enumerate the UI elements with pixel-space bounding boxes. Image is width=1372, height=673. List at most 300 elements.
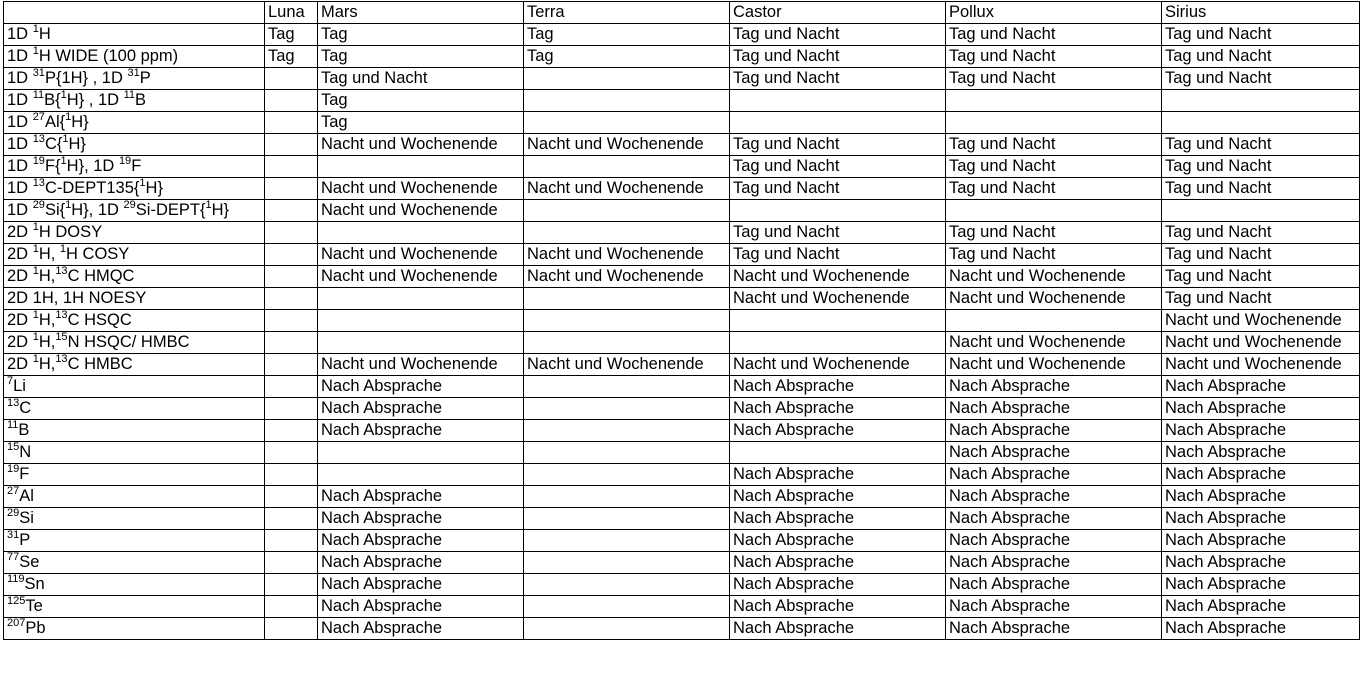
row-label — [4, 354, 265, 376]
table-cell — [524, 420, 730, 442]
label-text: 1D — [7, 113, 33, 131]
table-cell: Nacht und Wochenende — [318, 354, 524, 376]
schedule-table — [3, 1, 1360, 640]
table-cell — [524, 530, 730, 552]
table-body — [4, 24, 1360, 640]
isotope-superscript: 29 — [123, 199, 136, 211]
table-cell: Nacht und Wochenende — [524, 266, 730, 288]
table-cell — [524, 376, 730, 398]
table-row — [4, 200, 1360, 222]
isotope-superscript: 29 — [7, 507, 20, 519]
table-row — [4, 596, 1360, 618]
label-text: H} , 1D — [66, 91, 124, 109]
label-text: 2D — [7, 355, 33, 373]
isotope-superscript: 1 — [32, 23, 39, 35]
label-text: B — [135, 91, 147, 109]
table-cell — [265, 398, 318, 420]
table-cell — [318, 464, 524, 486]
table-row — [4, 46, 1360, 68]
table-cell: Nach Absprache — [730, 420, 946, 442]
table-cell: Nach Absprache — [730, 574, 946, 596]
table-row — [4, 24, 1360, 46]
table-cell: Nach Absprache — [1162, 618, 1360, 640]
row-label — [4, 508, 265, 530]
label-text: 2D 1H, 1H NOESY — [7, 289, 147, 307]
table-cell: Nacht und Wochenende — [318, 244, 524, 266]
label-text: Si-DEPT{ — [135, 201, 206, 219]
isotope-superscript: 31 — [7, 529, 20, 541]
table-cell — [730, 442, 946, 464]
table-row — [4, 288, 1360, 310]
table-cell: Tag — [265, 46, 318, 68]
header-row — [4, 2, 1360, 24]
label-text: H WIDE (100 ppm) — [38, 47, 179, 65]
table-cell: Nach Absprache — [318, 596, 524, 618]
header-cell-mars: Mars — [318, 2, 524, 24]
table-cell — [318, 442, 524, 464]
table-cell — [730, 332, 946, 354]
table-row — [4, 112, 1360, 134]
label-text: 1D — [7, 47, 33, 65]
table-cell — [265, 288, 318, 310]
table-cell: Nach Absprache — [318, 398, 524, 420]
table-cell — [524, 332, 730, 354]
isotope-superscript: 1 — [32, 309, 39, 321]
table-cell: Nach Absprache — [946, 530, 1162, 552]
table-cell — [730, 112, 946, 134]
table-cell — [265, 68, 318, 90]
label-text: 2D — [7, 245, 33, 263]
table-cell — [265, 618, 318, 640]
isotope-superscript: 1 — [65, 199, 72, 211]
table-cell: Nacht und Wochenende — [1162, 354, 1360, 376]
isotope-superscript: 1 — [65, 111, 72, 123]
row-label — [4, 244, 265, 266]
label-text: H, — [38, 333, 56, 351]
isotope-superscript: 1 — [60, 155, 67, 167]
table-cell: Nach Absprache — [946, 376, 1162, 398]
header-cell-luna: Luna — [265, 2, 318, 24]
table-cell: Tag und Nacht — [1162, 24, 1360, 46]
isotope-superscript: 7 — [7, 375, 14, 387]
table-row — [4, 332, 1360, 354]
table-cell: Nach Absprache — [318, 508, 524, 530]
table-cell — [265, 442, 318, 464]
table-row — [4, 420, 1360, 442]
table-cell: Nach Absprache — [946, 486, 1162, 508]
table-cell: Nach Absprache — [318, 486, 524, 508]
isotope-superscript: 15 — [55, 331, 68, 343]
table-cell: Tag und Nacht — [730, 178, 946, 200]
label-text: H COSY — [66, 245, 130, 263]
row-label — [4, 156, 265, 178]
table-cell: Tag und Nacht — [730, 156, 946, 178]
table-cell — [318, 310, 524, 332]
label-text: Li — [13, 377, 26, 395]
table-row — [4, 398, 1360, 420]
table-cell: Nach Absprache — [730, 398, 946, 420]
table-row — [4, 618, 1360, 640]
table-cell: Tag und Nacht — [1162, 266, 1360, 288]
table-cell: Nach Absprache — [318, 420, 524, 442]
table-cell — [265, 332, 318, 354]
row-label — [4, 530, 265, 552]
table-cell — [524, 442, 730, 464]
table-cell: Tag und Nacht — [730, 244, 946, 266]
table-cell — [265, 178, 318, 200]
table-cell — [265, 310, 318, 332]
table-cell: Tag — [524, 24, 730, 46]
table-row — [4, 552, 1360, 574]
table-cell: Tag und Nacht — [318, 68, 524, 90]
label-text: H} — [145, 179, 163, 197]
label-text: P — [139, 69, 151, 87]
label-text: N — [19, 443, 32, 461]
table-cell — [265, 508, 318, 530]
label-text: C{ — [44, 135, 63, 153]
table-cell: Nacht und Wochenende — [946, 354, 1162, 376]
row-label — [4, 90, 265, 112]
table-cell: Nach Absprache — [318, 618, 524, 640]
label-text: B{ — [44, 91, 61, 109]
row-label — [4, 24, 265, 46]
table-cell — [524, 68, 730, 90]
table-cell: Nach Absprache — [946, 552, 1162, 574]
table-cell — [524, 90, 730, 112]
table-cell — [265, 464, 318, 486]
table-cell: Tag — [318, 46, 524, 68]
isotope-superscript: 119 — [7, 573, 25, 585]
table-cell: Nacht und Wochenende — [1162, 332, 1360, 354]
table-cell — [318, 332, 524, 354]
table-cell — [946, 310, 1162, 332]
table-cell: Nacht und Wochenende — [318, 200, 524, 222]
label-text: H, — [38, 267, 56, 285]
isotope-superscript: 19 — [32, 155, 45, 167]
table-cell: Tag und Nacht — [1162, 46, 1360, 68]
label-text: F{ — [44, 157, 61, 175]
label-text: Si{ — [44, 201, 66, 219]
table-cell: Tag und Nacht — [1162, 68, 1360, 90]
label-text: 1D — [7, 69, 33, 87]
isotope-superscript: 27 — [32, 111, 45, 123]
header-cell-pollux: Pollux — [946, 2, 1162, 24]
table-row — [4, 156, 1360, 178]
row-label — [4, 376, 265, 398]
table-cell — [318, 288, 524, 310]
table-cell: Tag und Nacht — [730, 46, 946, 68]
table-cell — [265, 156, 318, 178]
table-cell — [265, 530, 318, 552]
table-cell: Nach Absprache — [1162, 486, 1360, 508]
row-label — [4, 398, 265, 420]
table-row — [4, 508, 1360, 530]
table-cell: Nacht und Wochenende — [946, 332, 1162, 354]
table-row — [4, 442, 1360, 464]
table-cell — [524, 552, 730, 574]
table-cell: Tag — [524, 46, 730, 68]
table-cell: Tag und Nacht — [1162, 134, 1360, 156]
table-cell: Nach Absprache — [730, 596, 946, 618]
isotope-superscript: 1 — [32, 45, 39, 57]
isotope-superscript: 1 — [32, 331, 39, 343]
label-text: Al{ — [44, 113, 66, 131]
isotope-superscript: 19 — [7, 463, 20, 475]
row-label — [4, 552, 265, 574]
row-label — [4, 618, 265, 640]
table-cell — [946, 200, 1162, 222]
label-text: C — [19, 399, 32, 417]
table-cell: Nacht und Wochenende — [318, 266, 524, 288]
table-cell — [524, 156, 730, 178]
table-cell: Nach Absprache — [946, 442, 1162, 464]
table-cell: Tag und Nacht — [1162, 178, 1360, 200]
table-cell: Tag und Nacht — [730, 222, 946, 244]
table-cell — [265, 574, 318, 596]
table-cell — [265, 552, 318, 574]
isotope-superscript: 13 — [55, 309, 68, 321]
table-cell: Nach Absprache — [1162, 398, 1360, 420]
table-row — [4, 178, 1360, 200]
table-cell: Nacht und Wochenende — [524, 134, 730, 156]
table-cell: Tag und Nacht — [946, 178, 1162, 200]
label-text: 2D — [7, 333, 33, 351]
label-text: H DOSY — [38, 223, 103, 241]
table-cell: Nach Absprache — [1162, 530, 1360, 552]
label-text: C HMBC — [67, 355, 133, 373]
table-cell — [946, 112, 1162, 134]
table-cell: Nacht und Wochenende — [730, 354, 946, 376]
table-row — [4, 266, 1360, 288]
isotope-superscript: 1 — [32, 265, 39, 277]
isotope-superscript: 29 — [32, 199, 45, 211]
row-label — [4, 68, 265, 90]
header-cell-castor: Castor — [730, 2, 946, 24]
row-label — [4, 222, 265, 244]
table-cell: Nacht und Wochenende — [946, 266, 1162, 288]
table-cell — [524, 618, 730, 640]
isotope-superscript: 77 — [7, 551, 20, 563]
table-cell — [524, 112, 730, 134]
table-cell: Tag und Nacht — [946, 244, 1162, 266]
row-label — [4, 310, 265, 332]
table-cell: Nach Absprache — [946, 420, 1162, 442]
table-cell: Nacht und Wochenende — [524, 178, 730, 200]
table-cell: Nach Absprache — [1162, 442, 1360, 464]
table-cell: Nach Absprache — [946, 398, 1162, 420]
row-label — [4, 420, 265, 442]
table-row — [4, 244, 1360, 266]
table-cell: Nach Absprache — [946, 596, 1162, 618]
label-text: C HMQC — [67, 267, 135, 285]
table-row — [4, 90, 1360, 112]
label-text: H, — [38, 245, 60, 263]
table-cell — [524, 486, 730, 508]
table-row — [4, 530, 1360, 552]
row-label — [4, 134, 265, 156]
header-cell-sirius: Sirius — [1162, 2, 1360, 24]
row-label — [4, 574, 265, 596]
table-cell: Tag und Nacht — [946, 222, 1162, 244]
isotope-superscript: 1 — [205, 199, 212, 211]
table-cell: Tag — [318, 112, 524, 134]
table-cell — [1162, 90, 1360, 112]
isotope-superscript: 125 — [7, 595, 26, 607]
table-cell — [318, 156, 524, 178]
table-cell: Tag und Nacht — [1162, 222, 1360, 244]
isotope-superscript: 19 — [118, 155, 132, 167]
isotope-superscript: 1 — [59, 243, 67, 255]
table-cell — [265, 134, 318, 156]
row-label — [4, 200, 265, 222]
table-cell: Nach Absprache — [318, 376, 524, 398]
table-cell — [524, 222, 730, 244]
isotope-superscript: 11 — [7, 419, 19, 431]
table-row — [4, 354, 1360, 376]
row-label — [4, 464, 265, 486]
label-text: 2D — [7, 267, 33, 285]
label-text: H — [38, 25, 51, 43]
table-cell: Nacht und Wochenende — [524, 244, 730, 266]
label-text: H}, 1D — [71, 201, 124, 219]
table-row — [4, 574, 1360, 596]
label-text: B — [18, 421, 30, 439]
label-text: H} — [211, 201, 230, 219]
label-text: 1D — [7, 135, 33, 153]
table-cell: Tag und Nacht — [946, 134, 1162, 156]
table-cell — [524, 574, 730, 596]
table-cell — [524, 596, 730, 618]
header-cell-corner — [4, 2, 265, 24]
label-text: 1D — [7, 25, 33, 43]
label-text: Te — [25, 597, 43, 615]
isotope-superscript: 11 — [123, 89, 136, 101]
label-text: P{1H} , 1D — [44, 69, 128, 87]
row-label — [4, 266, 265, 288]
label-text: C HSQC — [67, 311, 132, 329]
table-cell — [524, 508, 730, 530]
label-text: H} — [68, 135, 86, 153]
isotope-superscript: 13 — [55, 353, 68, 365]
table-row — [4, 222, 1360, 244]
header-cell-terra: Terra — [524, 2, 730, 24]
table-cell — [265, 112, 318, 134]
table-cell: Nach Absprache — [730, 618, 946, 640]
label-text: 1D — [7, 201, 33, 219]
row-label — [4, 596, 265, 618]
table-cell: Tag und Nacht — [946, 24, 1162, 46]
table-cell — [265, 596, 318, 618]
table-cell: Nach Absprache — [730, 508, 946, 530]
isotope-superscript: 207 — [7, 617, 26, 629]
table-cell: Nacht und Wochenende — [524, 354, 730, 376]
table-row — [4, 68, 1360, 90]
label-text: 1D — [7, 157, 33, 175]
table-cell: Tag und Nacht — [946, 46, 1162, 68]
row-label — [4, 178, 265, 200]
table-row — [4, 310, 1360, 332]
label-text: H, — [38, 311, 56, 329]
table-cell: Nacht und Wochenende — [730, 288, 946, 310]
table-cell: Tag — [265, 24, 318, 46]
label-text: Si — [19, 509, 34, 527]
table-cell: Nacht und Wochenende — [318, 178, 524, 200]
table-cell: Nach Absprache — [1162, 464, 1360, 486]
table-cell — [1162, 112, 1360, 134]
isotope-superscript: 1 — [139, 177, 146, 189]
table-cell: Tag und Nacht — [946, 156, 1162, 178]
table-header — [4, 2, 1360, 24]
label-text: F — [19, 465, 30, 483]
table-cell — [730, 90, 946, 112]
table-row — [4, 464, 1360, 486]
label-text: 1D — [7, 179, 33, 197]
label-text: P — [19, 531, 31, 549]
table-cell — [265, 244, 318, 266]
table-cell: Nach Absprache — [730, 530, 946, 552]
table-row — [4, 134, 1360, 156]
table-cell: Nach Absprache — [1162, 508, 1360, 530]
isotope-superscript: 13 — [32, 133, 45, 145]
table-cell: Nacht und Wochenende — [730, 266, 946, 288]
table-cell: Nach Absprache — [730, 486, 946, 508]
label-text: H}, 1D — [66, 157, 119, 175]
table-cell — [265, 266, 318, 288]
table-cell — [524, 398, 730, 420]
label-text: Pb — [25, 619, 46, 637]
table-cell: Tag und Nacht — [1162, 244, 1360, 266]
table-cell: Nach Absprache — [946, 574, 1162, 596]
label-text: 2D — [7, 223, 33, 241]
isotope-superscript: 27 — [7, 485, 20, 497]
table-cell — [265, 376, 318, 398]
table-cell — [265, 486, 318, 508]
table-cell — [524, 200, 730, 222]
table-cell — [265, 222, 318, 244]
table-cell: Tag — [318, 90, 524, 112]
isotope-superscript: 15 — [7, 441, 20, 453]
label-text: H, — [38, 355, 56, 373]
table-cell: Nach Absprache — [1162, 376, 1360, 398]
table-cell — [318, 222, 524, 244]
table-cell: Tag und Nacht — [1162, 288, 1360, 310]
table-cell: Nach Absprache — [318, 552, 524, 574]
table-cell: Nach Absprache — [730, 552, 946, 574]
table-cell — [946, 90, 1162, 112]
table-cell: Nach Absprache — [730, 464, 946, 486]
table-cell — [730, 200, 946, 222]
table-cell: Nach Absprache — [730, 376, 946, 398]
table-cell: Nach Absprache — [318, 530, 524, 552]
isotope-superscript: 1 — [62, 133, 69, 145]
isotope-superscript: 31 — [127, 67, 140, 79]
table-cell — [265, 200, 318, 222]
label-text: H} — [71, 113, 89, 131]
table-cell — [265, 90, 318, 112]
label-text: F — [131, 157, 142, 175]
table-cell — [265, 354, 318, 376]
table-cell — [1162, 200, 1360, 222]
table-cell: Tag und Nacht — [730, 24, 946, 46]
isotope-superscript: 13 — [32, 177, 45, 189]
table-cell: Tag und Nacht — [730, 68, 946, 90]
table-cell — [265, 420, 318, 442]
table-cell: Nach Absprache — [318, 574, 524, 596]
row-label — [4, 112, 265, 134]
label-text: 1D — [7, 91, 33, 109]
label-text: N HSQC/ HMBC — [67, 333, 190, 351]
table-cell: Nach Absprache — [946, 618, 1162, 640]
